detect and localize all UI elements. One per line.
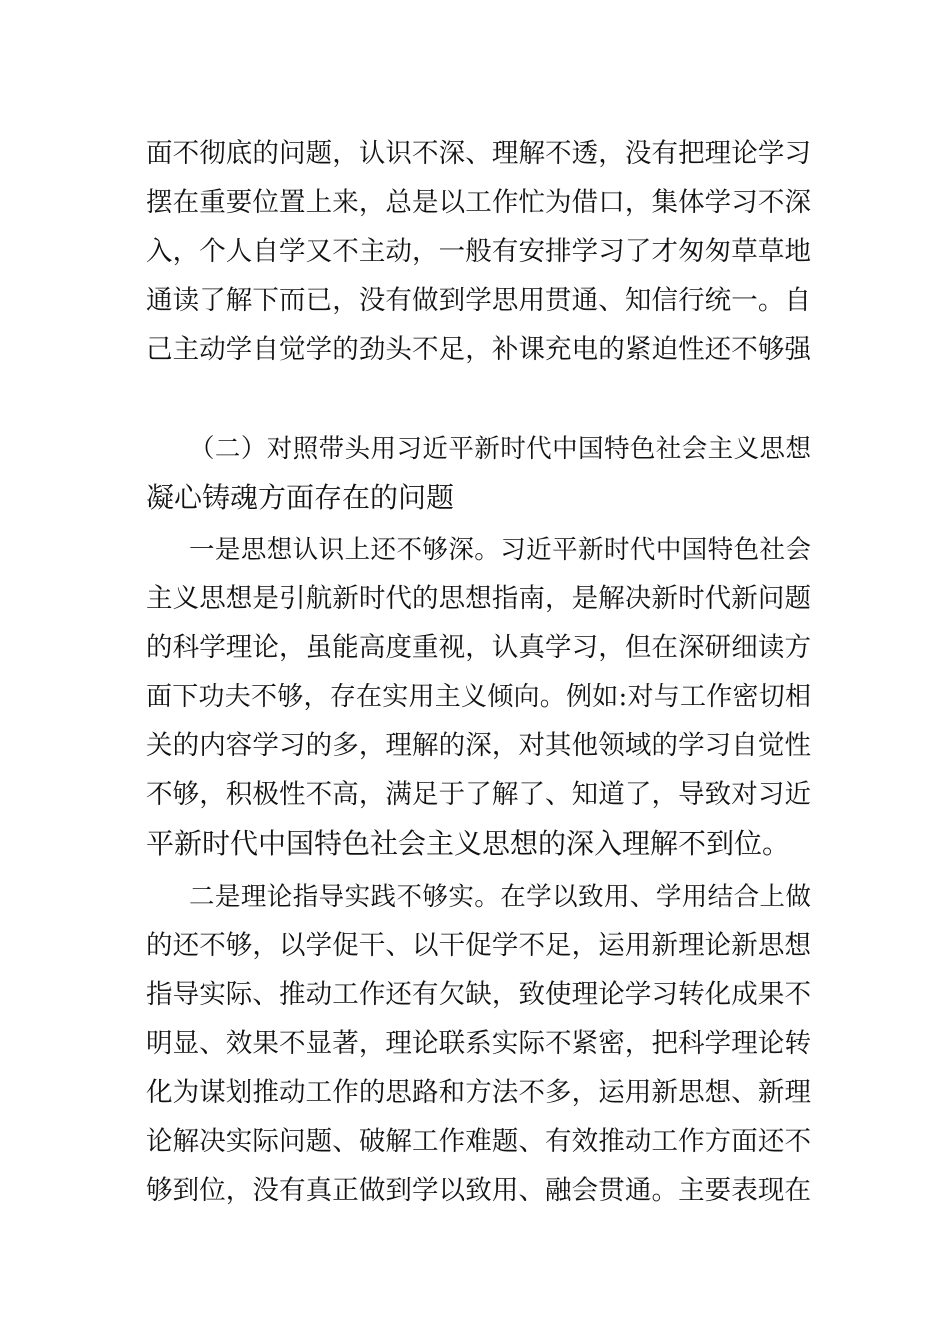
paragraph-3-line-5: 化为谋划推动工作的思路和方法不多，运用新思想、新理 [146, 1077, 811, 1108]
paragraph-1-line-4: 通读了解下而已，没有做到学思用贯通、知信行统一。自 [146, 285, 811, 316]
paragraph-3-line-6: 论解决实际问题、破解工作难题、有效推动工作方面还不 [146, 1126, 811, 1157]
paragraph-2-line-2: 主义思想是引航新时代的思想指南，是解决新时代新问题 [146, 583, 811, 614]
paragraph-3-line-2: 的还不够，以学促干、以干促学不足，运用新理论新思想 [146, 930, 811, 961]
paragraph-1-line-5: 己主动学自觉学的劲头不足，补课充电的紧迫性还不够强 [146, 334, 811, 365]
paragraph-2-line-6: 不够，积极性不高，满足于了解了、知道了，导致对习近 [146, 779, 811, 810]
paragraph-2-line-5: 关的内容学习的多，理解的深，对其他领域的学习自觉性 [146, 730, 811, 761]
paragraph-2-line-7: 平新时代中国特色社会主义思想的深入理解不到位。 [146, 827, 791, 860]
paragraph-3-line-1: 二是理论指导实践不够实。在学以致用、学用结合上做 [189, 882, 811, 912]
section-heading-line-2: 凝心铸魂方面存在的问题 [146, 481, 455, 514]
paragraph-1-line-1: 面不彻底的问题，认识不深、理解不透，没有把理论学习 [146, 138, 811, 169]
paragraph-2-line-4: 面下功夫不够，存在实用主义倾向。例如:对与工作密切相 [146, 682, 811, 712]
paragraph-1-line-2: 摆在重要位置上来，总是以工作忙为借口，集体学习不深 [146, 187, 811, 218]
paragraph-1-line-3: 入，个人自学又不主动，一般有安排学习了才匆匆草草地 [146, 236, 811, 267]
paragraph-2-line-1: 一是思想认识上还不够深。习近平新时代中国特色社会 [189, 535, 811, 565]
paragraph-2-line-3: 的科学理论，虽能高度重视，认真学习，但在深研细读方 [146, 632, 811, 663]
section-heading-line-1: （二）对照带头用习近平新时代中国特色社会主义思想 [189, 434, 811, 464]
paragraph-3-line-4: 明显、效果不显著，理论联系实际不紧密，把科学理论转 [146, 1028, 811, 1059]
paragraph-3-line-7: 够到位，没有真正做到学以致用、融会贯通。主要表现在 [146, 1175, 811, 1206]
paragraph-3-line-3: 指导实际、推动工作还有欠缺，致使理论学习转化成果不 [146, 979, 811, 1010]
